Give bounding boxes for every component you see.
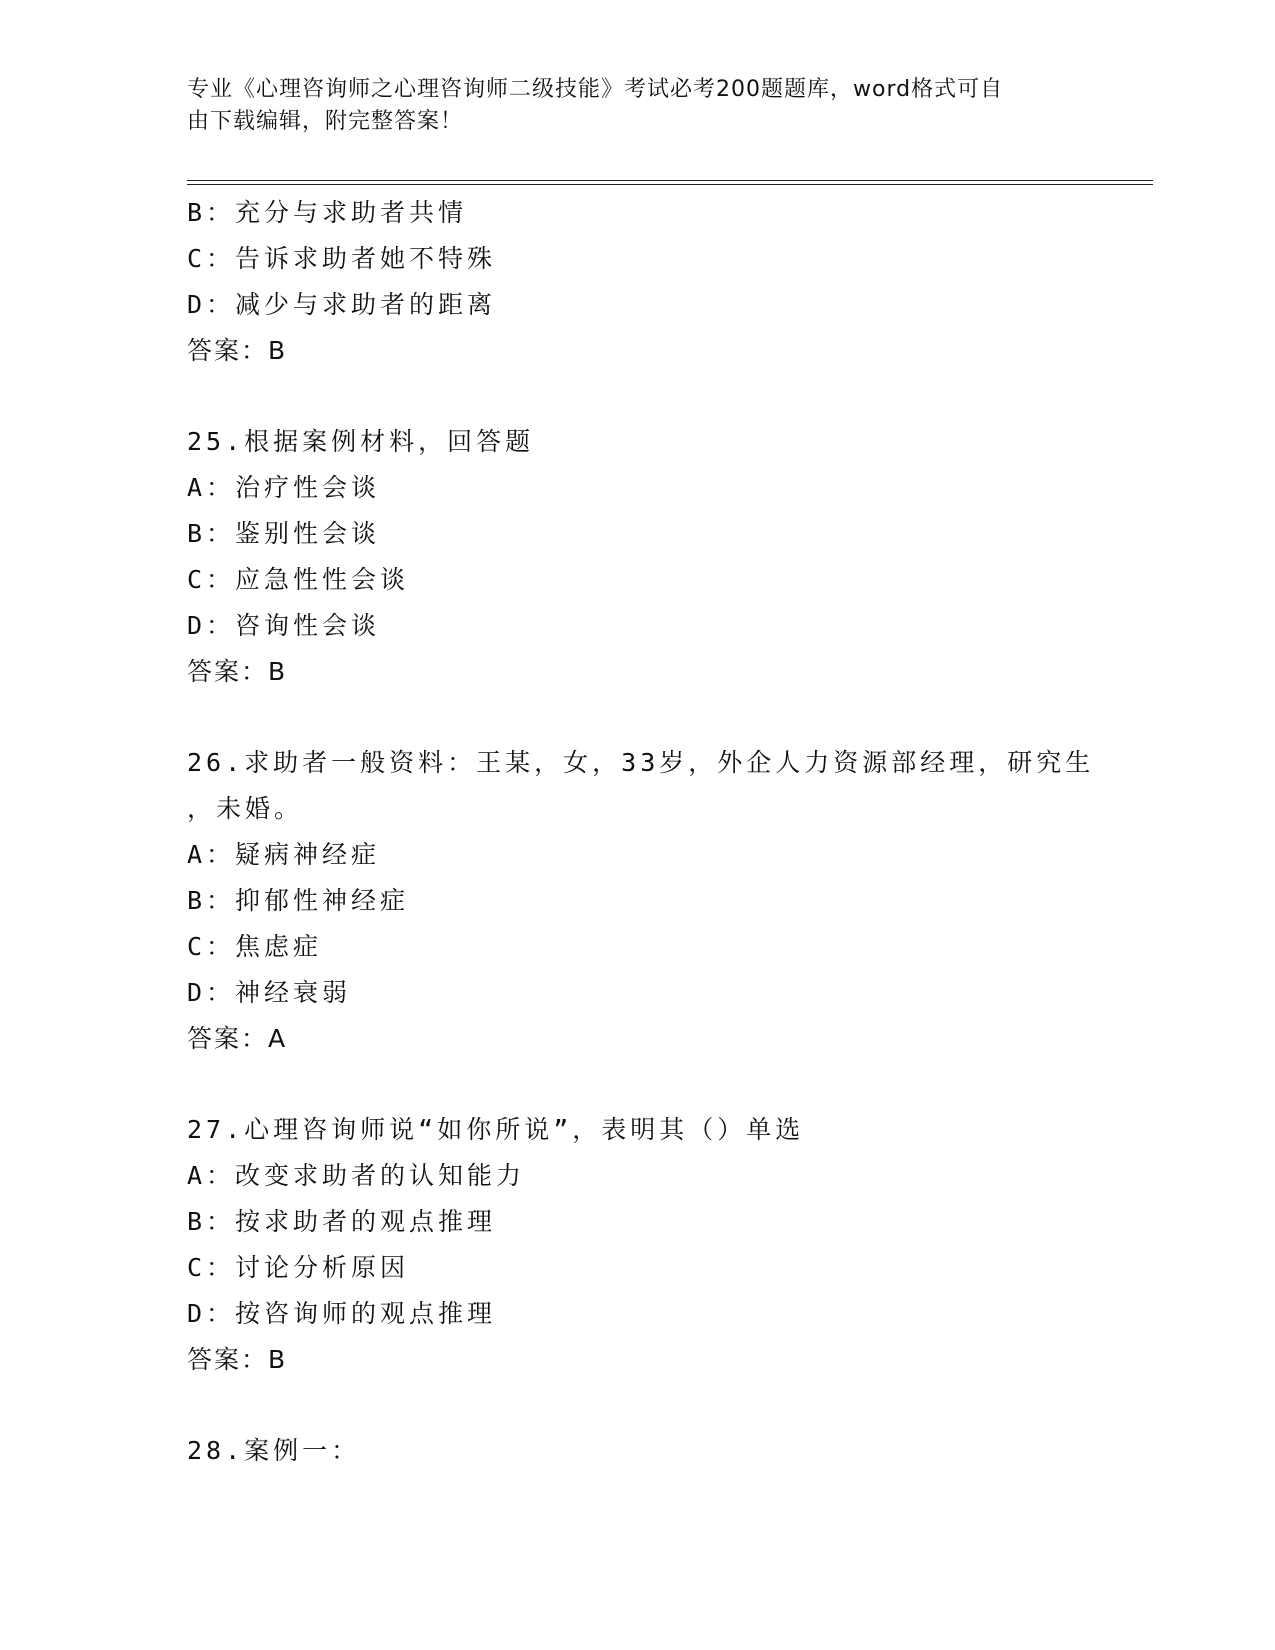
option-d: D：按咨询师的观点推理: [187, 1299, 497, 1328]
answer-line: 答案：A: [187, 1024, 288, 1053]
option-a: A：改变求助者的认知能力: [187, 1161, 526, 1190]
spacer: [187, 374, 1127, 419]
option-a: A：疑病神经症: [187, 840, 381, 869]
option-d: D：减少与求助者的距离: [187, 290, 497, 319]
answer-line: 答案：B: [187, 336, 288, 365]
question-list: [187, 190, 1127, 1474]
question-block: [187, 1107, 1127, 1383]
question-stem: 27.心理咨询师说“如你所说”，表明其（）单选: [187, 1115, 805, 1144]
option-c: C：应急性性会谈: [187, 565, 410, 594]
question-block: [187, 1428, 1127, 1474]
option-b: B：按求助者的观点推理: [187, 1207, 497, 1236]
answer-line: 答案：B: [187, 1345, 288, 1374]
option-c: C：讨论分析原因: [187, 1253, 410, 1282]
option-d: D：咨询性会谈: [187, 611, 381, 640]
option-c: C：焦虑症: [187, 932, 323, 961]
question-block: [187, 419, 1127, 695]
header-line-1: 专业《心理咨询师之心理咨询师二级技能》考试必考200题题库，word格式可自: [187, 77, 1004, 102]
spacer: [187, 1383, 1127, 1428]
answer-line: 答案：B: [187, 657, 288, 686]
question-stem: 26.求助者一般资料：王某，女，33岁，外企人力资源部经理，研究生: [187, 748, 1095, 777]
option-c: C：告诉求助者她不特殊: [187, 244, 497, 273]
document-header: [187, 74, 1067, 138]
question-stem: 25.根据案例材料，回答题: [187, 427, 535, 456]
option-b: B：充分与求助者共情: [187, 198, 468, 227]
question-block: [187, 190, 1127, 374]
header-line-2: 由下载编辑，附完整答案！: [187, 109, 464, 134]
spacer: [187, 695, 1127, 740]
header-divider-bottom: [187, 184, 1153, 185]
option-a: A：治疗性会谈: [187, 473, 381, 502]
question-stem-continued: ，未婚。: [187, 794, 304, 823]
question-block: [187, 740, 1127, 1062]
question-stem: 28.案例一：: [187, 1436, 361, 1465]
option-d: D：神经衰弱: [187, 978, 352, 1007]
option-b: B：抑郁性神经症: [187, 886, 410, 915]
spacer: [187, 1062, 1127, 1107]
option-b: B：鉴别性会谈: [187, 519, 381, 548]
header-divider-top: [187, 180, 1153, 181]
